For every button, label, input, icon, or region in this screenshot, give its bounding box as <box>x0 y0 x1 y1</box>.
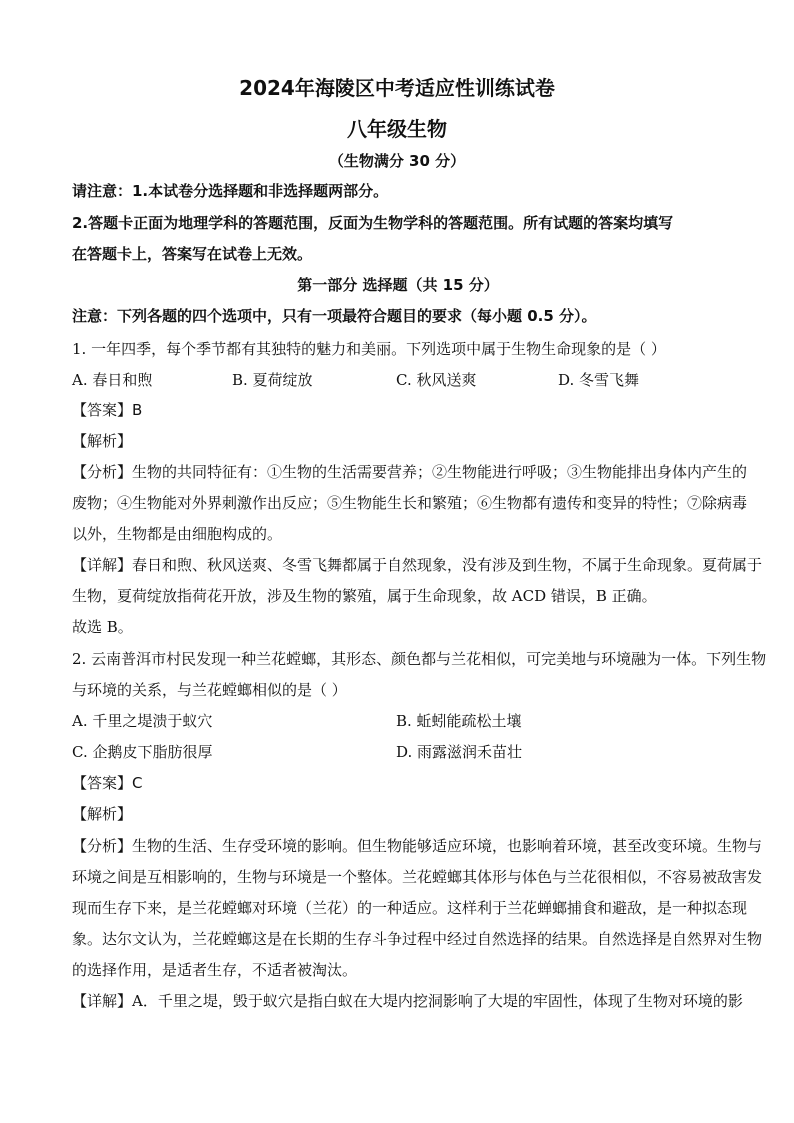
section-heading: 第一部分 选择题（共 15 分） <box>297 276 499 294</box>
section-note: 注意：下列各题的四个选项中，只有一项最符合题目的要求（每小题 0.5 分）。 <box>72 307 597 325</box>
subject-title: 八年级生物 <box>347 117 447 141</box>
q2-analysis-line-1: 【分析】生物的生活、生存受环境的影响。但生物能够适应环境，也影响着环境，甚至改变环境。生物与 <box>72 837 763 855</box>
score-note: （生物满分 30 分） <box>328 152 466 170</box>
exam-title: 2024年海陵区中考适应性训练试卷 <box>239 76 555 100</box>
q2-detail-line-1: 【详解】A．千里之堤，毁于蚁穴是指白蚁在大堤内挖洞影响了大堤的牢固性，体现了生物对环境的影 <box>72 992 743 1010</box>
q1-option-b: B. 夏荷绽放 <box>232 371 313 389</box>
q2-analysis-line-5: 的选择作用，是适者生存，不适者被淘汰。 <box>72 961 358 979</box>
q2-option-a: A. 千里之堤溃于蚁穴 <box>72 712 213 730</box>
q1-answer: 【答案】B <box>72 401 143 419</box>
q1-option-c: C. 秋风送爽 <box>396 371 477 389</box>
q1-option-a: A. 春日和煦 <box>72 371 153 389</box>
question-2-stem-line-2: 与环境的关系，与兰花螳螂相似的是（ ） <box>72 681 347 699</box>
q1-detail-line-1: 【详解】春日和煦、秋风送爽、冬雪飞舞都属于自然现象，没有涉及到生物，不属于生命现象。夏荷属于 <box>72 556 763 574</box>
question-2-stem-line-1: 2. 云南普洱市村民发现一种兰花螳螂，其形态、颜色都与兰花相似，可完美地与环境融为一体。下列生物 <box>72 650 767 668</box>
notice-line-1: 请注意：1.本试卷分选择题和非选择题两部分。 <box>72 182 389 200</box>
q2-analysis-line-4: 象。达尔文认为，兰花螳螂这是在长期的生存斗争过程中经过自然选择的结果。自然选择是自然界对生物 <box>72 930 763 948</box>
q2-option-d: D. 雨露滋润禾苗壮 <box>396 743 523 761</box>
notice-line-3: 在答题卡上，答案写在试卷上无效。 <box>72 245 313 263</box>
q1-analysis-line-2: 废物；④生物能对外界刺激作出反应；⑤生物能生长和繁殖；⑥生物都有遗传和变异的特性；⑦除病毒 <box>72 494 748 512</box>
q2-analysis-line-3: 现而生存下来，是兰花螳螂对环境（兰花）的一种适应。这样利于兰花蝉螂捕食和避敌，是一种拟态现 <box>72 899 748 917</box>
notice-line-2: 2.答题卡正面为地理学科的答题范围，反面为生物学科的答题范围。所有试题的答案均填写 <box>72 214 674 232</box>
q2-analysis-line-2: 环境之间是互相影响的，生物与环境是一个整体。兰花螳螂其体形与体色与兰花很相似，不容易被敌害发 <box>72 868 763 886</box>
q2-analysis-label: 【解析】 <box>72 805 133 823</box>
q1-analysis-line-1: 【分析】生物的共同特征有：①生物的生活需要营养；②生物能进行呼吸；③生物能排出身体内产生的 <box>72 463 748 481</box>
q2-option-c: C. 企鹅皮下脂肪很厚 <box>72 743 213 761</box>
q1-analysis-line-3: 以外，生物都是由细胞构成的。 <box>72 525 283 543</box>
q1-conclusion: 故选 B。 <box>72 618 133 636</box>
q1-analysis-label: 【解析】 <box>72 432 133 450</box>
q2-answer: 【答案】C <box>72 774 143 792</box>
question-1-stem: 1. 一年四季，每个季节都有其独特的魅力和美丽。下列选项中属于生物生命现象的是（ ） <box>72 340 666 358</box>
q1-option-d: D. 冬雪飞舞 <box>558 371 640 389</box>
q2-option-b: B. 蚯蚓能疏松土壤 <box>396 712 522 730</box>
q1-detail-line-2: 生物，夏荷绽放指荷花开放，涉及生物的繁殖，属于生命现象，故 ACD 错误，B 正确。 <box>72 587 657 605</box>
